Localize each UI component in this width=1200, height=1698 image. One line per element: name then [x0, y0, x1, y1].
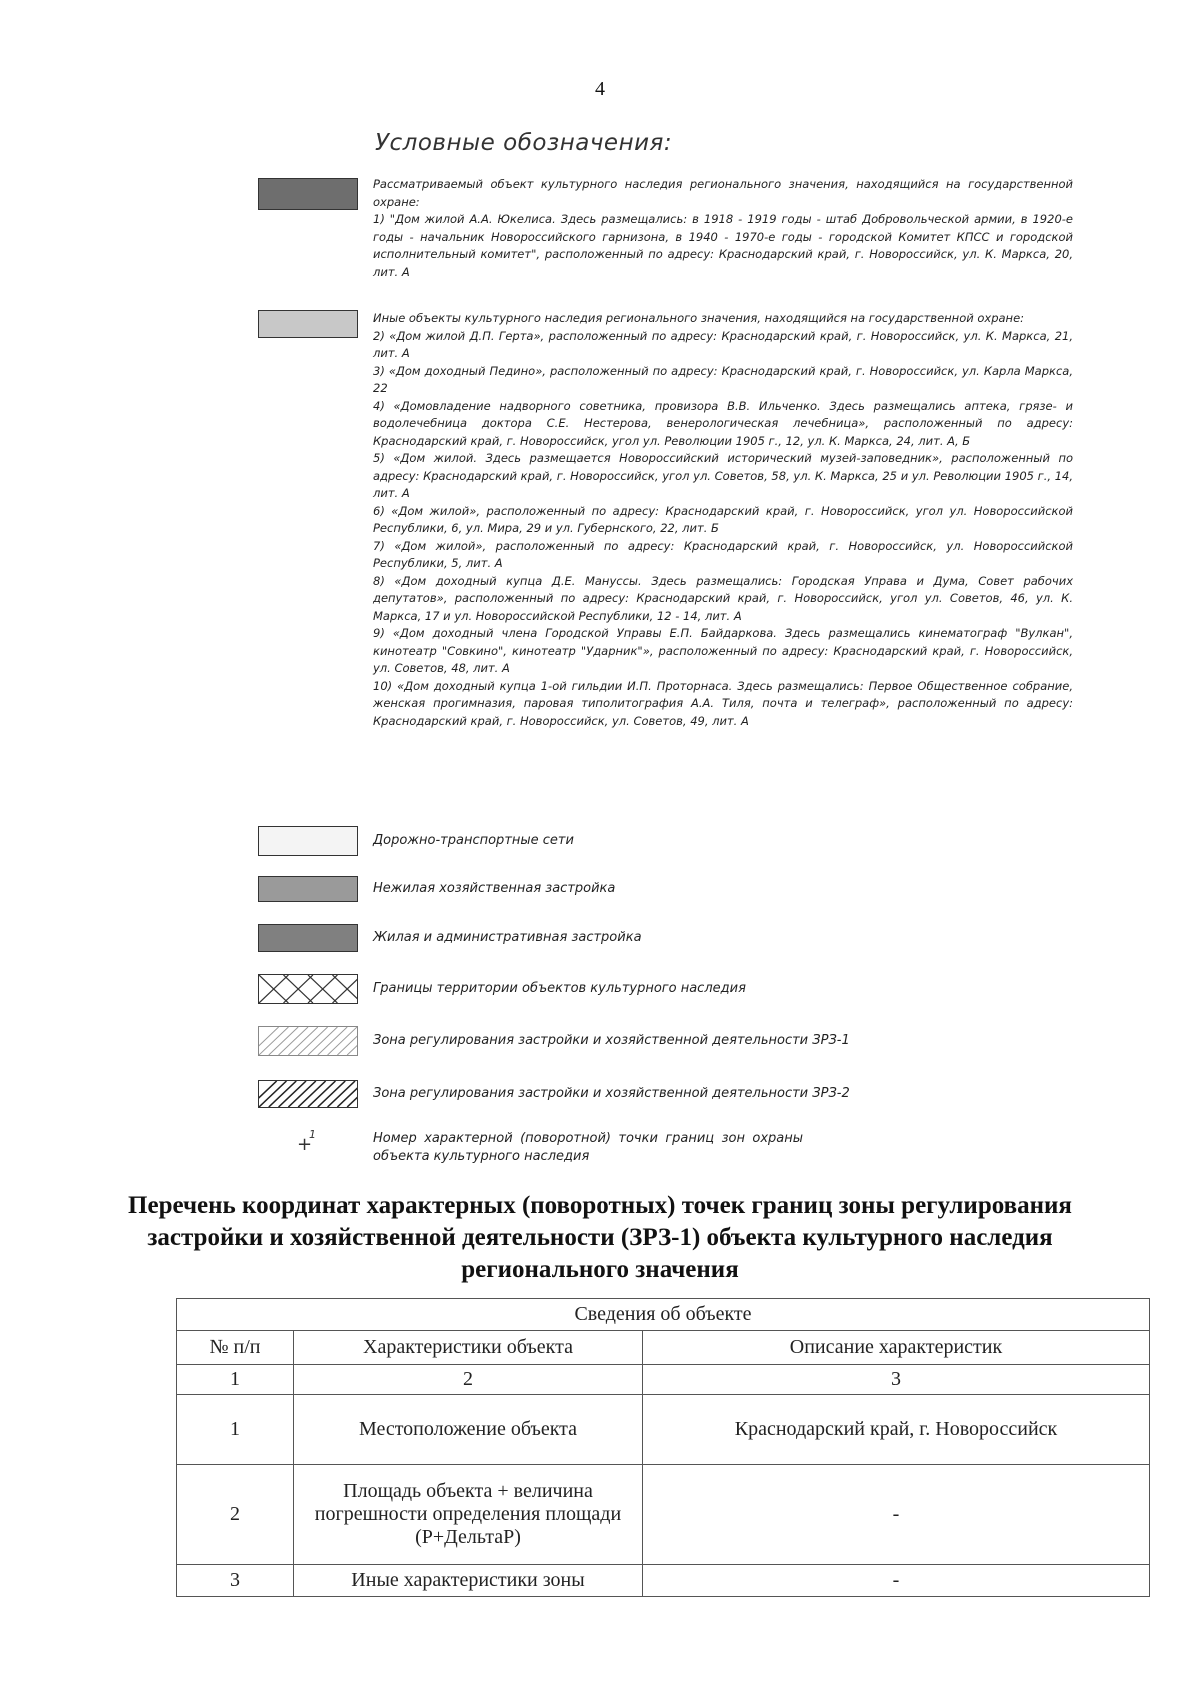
table-cell: - [643, 1465, 1150, 1565]
page-number: 4 [595, 78, 605, 100]
table-row [177, 1395, 1150, 1465]
column-header-description: Описание характеристик [643, 1331, 1150, 1365]
legend-text-zrz2: Зона регулирования застройки и хозяйственной деятельности ЗРЗ-2 [373, 1086, 850, 1101]
legend-paragraph: 2) «Дом жилой Д.П. Герта», расположенный по адресу: Краснодарский край, г. Новороссийск, ул. К. Маркса, 21, лит. А [373, 328, 1073, 360]
legend-paragraph: 4) «Домовладение надворного советника, провизора В.В. Ильченко. Здесь размещались аптека, грязе- и водолечебница доктора С.Е. Нестерова, венерологическая лечебница», расположенный по адресу: Краснодарский край, г. Новороссийск, угол ул. Революции 1905 г., 12, ул. К. Маркса, 24, лит. А, Б [373, 398, 1073, 448]
table-cell: - [643, 1565, 1150, 1597]
point-number-label: 1 [309, 1128, 316, 1141]
legend-text-turning-point: Номер характерной (поворотной) точки границ зон охраны объекта культурного наследия [373, 1131, 803, 1164]
legend-paragraph: 6) «Дом жилой», расположенный по адресу: Краснодарский край, г. Новороссийск, угол ул. Новороссийской Республики, 6, ул. Мира, 29 и ул. Губернского, 22, лит. Б [373, 503, 1073, 535]
table-cell: 3 [177, 1565, 294, 1597]
legend-swatch-roads [258, 826, 358, 856]
legend-swatch-dark [258, 178, 358, 210]
legend-swatch-residential [258, 924, 358, 952]
legend-text-non-residential: Нежилая хозяйственная застройка [373, 881, 616, 896]
legend-swatch-dark-hatch [258, 1080, 358, 1108]
legend-title: Условные обозначения: [375, 130, 673, 156]
light-hatch-pattern [259, 1027, 357, 1055]
legend-paragraph: 5) «Дом жилой. Здесь размещается Новороссийский исторический музей-заповедник», расположенный по адресу: Краснодарский край, г. Новороссийск, угол ул. Советов, 58, ул. К. Маркса, 25 и ул. Революции 1905 г., 14, лит. А [373, 451, 1073, 500]
legend-text-roads: Дорожно-транспортные сети [373, 833, 574, 848]
legend-paragraph: 9) «Дом доходный члена Городской Управы Е.П. Байдаркова. Здесь размещались кинематограф "Вулкан", кинотеатр "Совкино", кинотеатр "Ударник"», расположенный по адресу: Краснодарский край, г. Новороссийск, ул. Советов, 48, лит. А [373, 626, 1073, 675]
plus-marker-icon: + [297, 1134, 313, 1155]
column-header-number: № п/п [177, 1331, 294, 1365]
legend-paragraph: 7) «Дом жилой», расположенный по адресу: Краснодарский край, г. Новороссийск, ул. Новороссийской Республики, 5, лит. А [373, 538, 1073, 570]
column-number-cell: 1 [177, 1365, 294, 1395]
table-numbering-row [177, 1365, 1150, 1395]
legend-paragraph: Иные объекты культурного наследия регионального значения, находящийся на государственной охране: [373, 311, 1025, 325]
table-cell: Иные характеристики зоны [294, 1565, 643, 1597]
crosshatch-pattern [259, 975, 357, 1003]
table-caption-row [177, 1299, 1150, 1331]
legend-text-zrz1: Зона регулирования застройки и хозяйственной деятельности ЗРЗ-1 [373, 1033, 850, 1048]
table-caption: Сведения об объекте [177, 1299, 1150, 1331]
table-row [177, 1565, 1150, 1597]
table-cell: 1 [177, 1395, 294, 1465]
legend-swatch-light-hatch [258, 1026, 358, 1056]
column-header-characteristics: Характеристики объекта [294, 1331, 643, 1365]
column-number-cell: 2 [294, 1365, 643, 1395]
legend-swatch-crosshatch [258, 974, 358, 1004]
table-header-row [177, 1331, 1150, 1365]
table-cell: Местоположение объекта [294, 1395, 643, 1465]
table-row [177, 1465, 1150, 1565]
legend-paragraph: 3) «Дом доходный Педино», расположенный по адресу: Краснодарский край, г. Новороссийск, ул. Карла Маркса, 22 [373, 363, 1073, 395]
legend-text-main-object [373, 176, 1073, 281]
legend-swatch-non-residential [258, 876, 358, 902]
legend-swatch-light-gray [258, 310, 358, 338]
legend-text-heritage-boundaries: Границы территории объектов культурного наследия [373, 981, 746, 996]
legend-paragraph: 10) «Дом доходный купца 1-ой гильдии И.П. Проторнаса. Здесь размещались: Первое Общественное собрание, женская прогимназия, паровая типолитография А.А. Тиля, почта и телеграф», расположенный по адресу: Краснодарский край, г. Новороссийск, ул. Советов, 49, лит. А [373, 678, 1073, 728]
column-number-cell: 3 [643, 1365, 1150, 1395]
legend-paragraph: 1) "Дом жилой А.А. Юкелиса. Здесь размещались: в 1918 - 1919 годы - штаб Добровольческой армии, в 1920-е годы - начальник Новороссийского гарнизона, в 1940 - 1970-е годы - городской Комитет КПСС и городской исполнительный комитет", расположенный по адресу: Краснодарский край, г. Новороссийск, ул. К. Маркса, 20, лит. А [373, 212, 1073, 279]
table-title: Перечень координат характерных (поворотных) точек границ зоны регулирования застройки и хозяйственной деятельности (ЗРЗ-1) объекта культурного наследия регионального значения [128, 1192, 1072, 1283]
table-cell: Площадь объекта + величина погрешности определения площади (Р+ДельтаР) [294, 1465, 643, 1565]
dark-hatch-pattern [259, 1081, 357, 1107]
object-info-table [176, 1298, 1150, 1597]
table-cell: 2 [177, 1465, 294, 1565]
turning-point-marker [295, 1128, 325, 1158]
table-cell: Краснодарский край, г. Новороссийск [643, 1395, 1150, 1465]
legend-text-residential: Жилая и административная застройка [373, 930, 642, 945]
legend-text-other-objects [373, 310, 1073, 730]
legend-paragraph: Рассматриваемый объект культурного наследия регионального значения, находящийся на государственной охране: [373, 177, 1073, 209]
legend-paragraph: 8) «Дом доходный купца Д.Е. Мануссы. Здесь размещались: Городская Управа и Дума, Совет рабочих депутатов», расположенный по адресу: Краснодарский край, г. Новороссийск, угол ул. Советов, 46, ул. К. Маркса, 17 и ул. Новороссийской Республики, 12 - 14, лит. А [373, 573, 1073, 623]
